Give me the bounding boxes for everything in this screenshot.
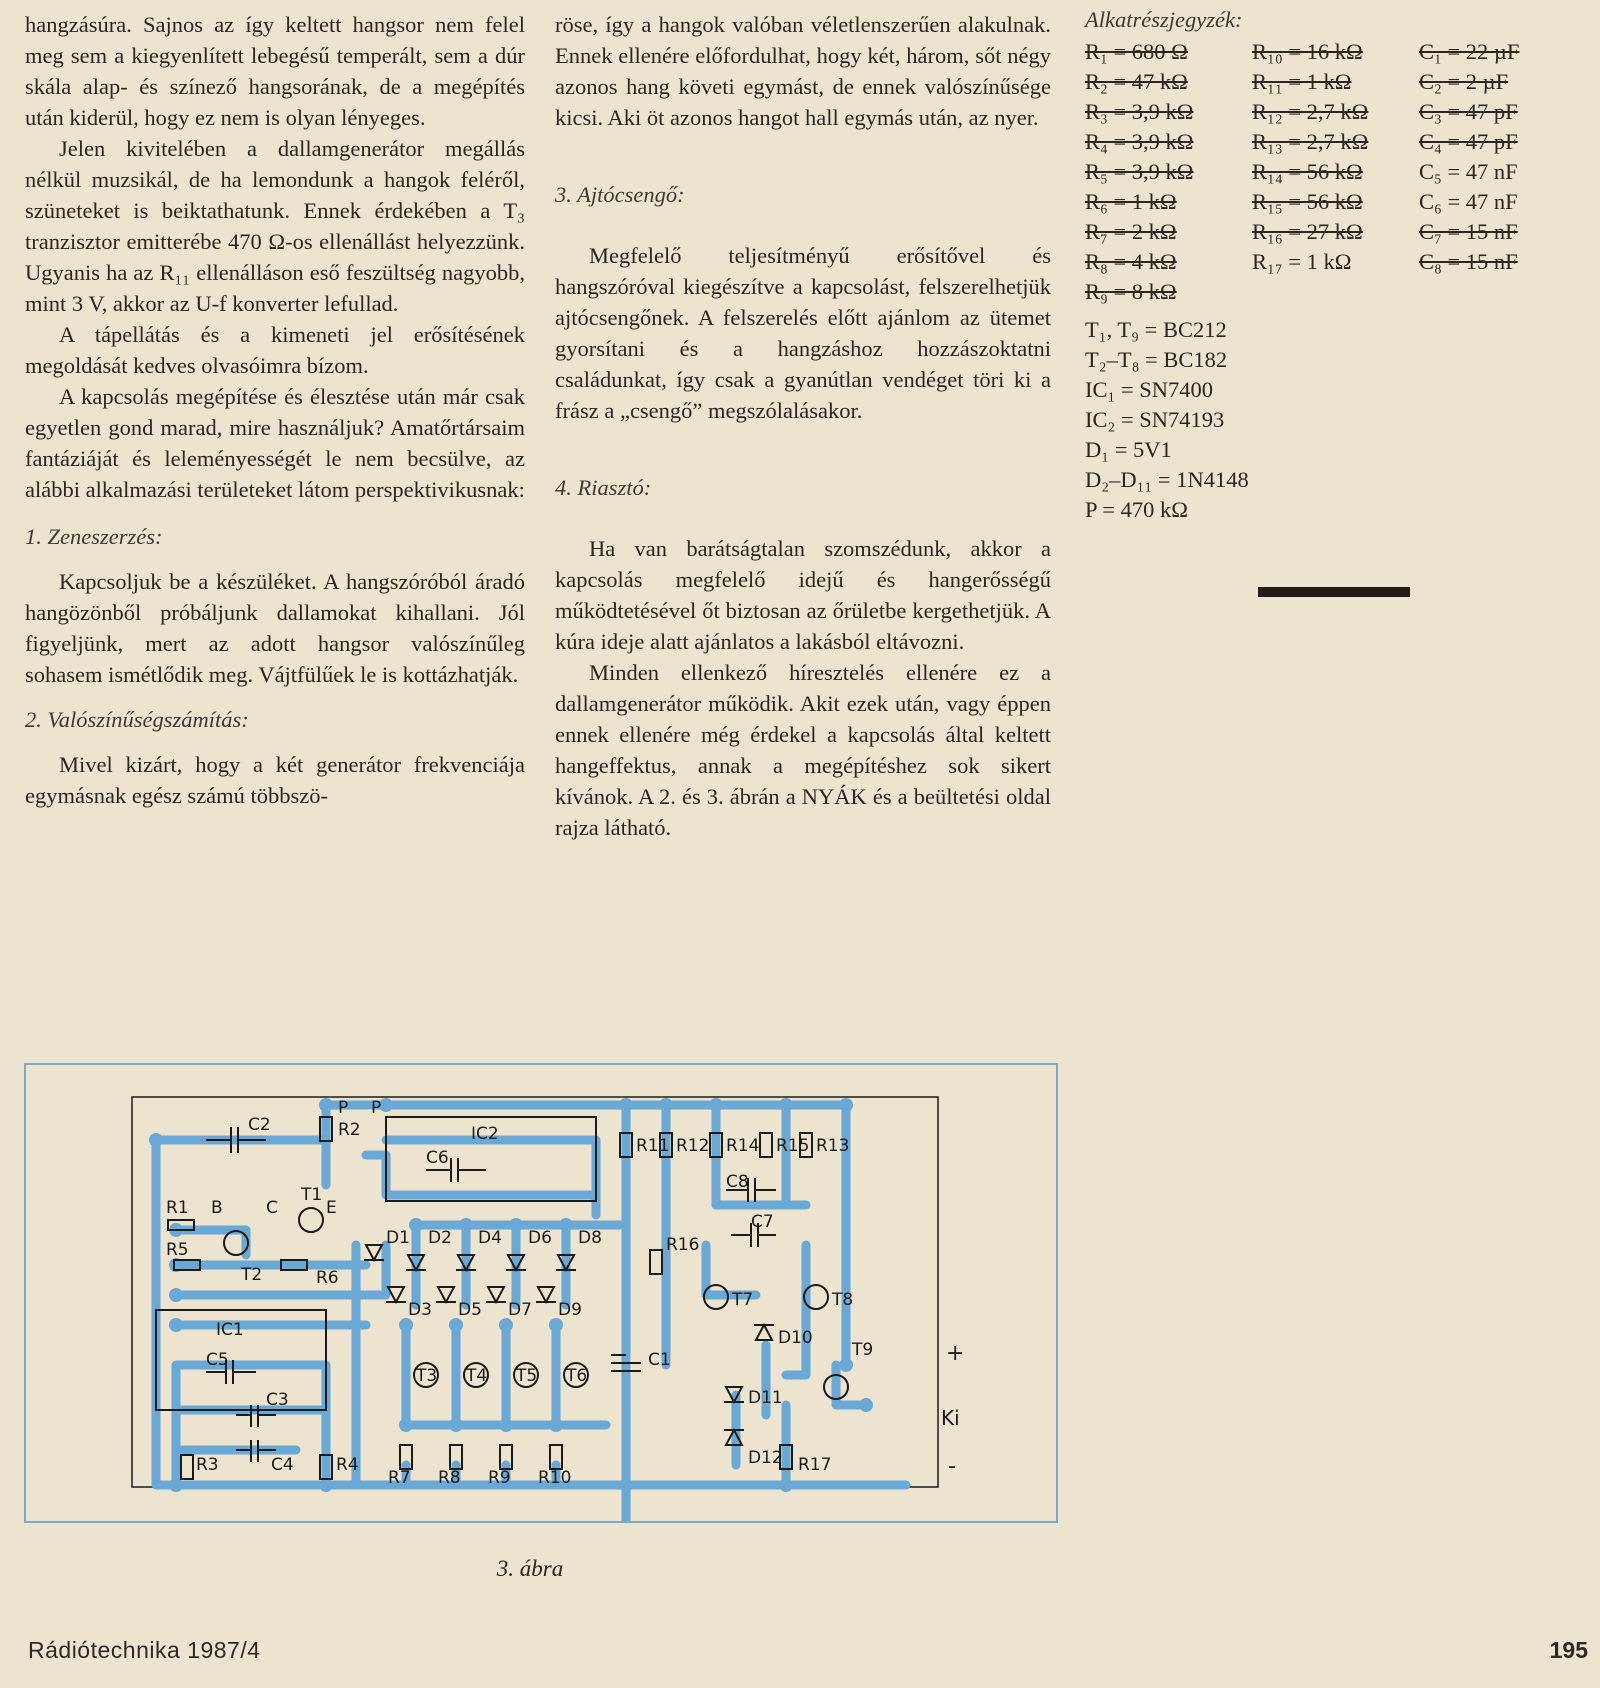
- label-c: C: [266, 1198, 278, 1218]
- paragraph: A kapcsolás megépítése és élesztése után már csak egyetlen gond marad, mire használjuk? Amatőrtársaim fantáziáját és leleményességét le nem becsülve, az alábbi alkalmazási területeket látom perspektivikusnak:: [25, 384, 525, 502]
- label-c3: C3: [266, 1390, 289, 1410]
- part-item: R₄ = 3,9 kΩ: [1085, 129, 1194, 154]
- semiconductor-item: IC₁ = SN7400: [1085, 377, 1214, 402]
- label-d12: D12: [748, 1448, 783, 1468]
- pcb-component-layout-figure: [24, 1063, 1058, 1523]
- semiconductor-list: [1085, 315, 1590, 525]
- label-p2: P: [371, 1098, 382, 1118]
- label-t5: T5: [516, 1366, 538, 1386]
- label-ki: Ki: [941, 1406, 960, 1430]
- label-r2: R2: [338, 1120, 361, 1140]
- journal-footer: Rádiótechnika 1987/4: [28, 1637, 261, 1663]
- part-item: R₁₅ = 56 kΩ: [1252, 189, 1363, 214]
- part-item: C₂ = 2 µF: [1419, 69, 1509, 94]
- label-d9: D9: [558, 1300, 582, 1320]
- label-d5: D5: [458, 1300, 482, 1320]
- paragraph: Minden ellenkező híresztelés ellenére ez a dallamgenerátor működik. Akit ezek után, vagy éppen ennek ellenére még érdekel a kapcsolás által keltett hangeffektus, annak a megépítéshez sok sikert kívánok. A 2. és 3. ábrán a NYÁK és a beültetési oldal rajza látható.: [555, 660, 1051, 840]
- part-item: R₁₆ = 27 kΩ: [1252, 219, 1363, 244]
- part-item: R₁ = 680 Ω: [1085, 39, 1188, 64]
- section-heading: 3. Ajtócsengő:: [555, 182, 685, 207]
- label-t6: T6: [566, 1366, 588, 1386]
- parts-list-title: Alkatrészjegyzék:: [1085, 7, 1243, 32]
- label-e: E: [326, 1198, 337, 1218]
- label-r5: R5: [166, 1240, 189, 1260]
- label-minus: -: [948, 1454, 956, 1479]
- semiconductor-item: T₁, T₉ = BC212: [1085, 317, 1227, 342]
- label-r12: R12: [676, 1136, 710, 1156]
- label-d11: D11: [748, 1388, 783, 1408]
- part-item: R₁₀ = 16 kΩ: [1252, 39, 1363, 64]
- part-item: R₁₃ = 2,7 kΩ: [1252, 129, 1369, 154]
- paragraph: Jelen kivitelében a dallamgenerátor megállás nélkül muzsikál, de ha lemondunk a hangok feléről, szüneteket is beiktathatunk. Ennek érdekében a T₃ tranzisztor emitterébe 470 Ω-os ellenállást helyezzünk. Ugyanis ha az R₁₁ ellenálláson eső feszültség nagyobb, mint 3 V, akkor az U-f konverter lefullad.: [25, 136, 525, 316]
- parts-row: [1085, 247, 1590, 277]
- label-d3: D3: [408, 1300, 432, 1320]
- part-item: C₅ = 47 nF: [1419, 159, 1518, 184]
- paragraph: röse, így a hangok valóban véletlenszerűen alakulnak. Ennek ellenére előfordulhat, hogy két, három, sőt négy azonos hang követi egymást, de ennek valószínűsége kicsi. Aki öt azonos hangot hall egymás után, az nyer.: [555, 12, 1051, 130]
- parts-row: [1085, 67, 1590, 97]
- parts-row: [1085, 157, 1590, 187]
- label-r16: R16: [666, 1235, 700, 1255]
- section-heading: 2. Valószínűségszámítás:: [25, 707, 249, 732]
- paragraph: Mivel kizárt, hogy a két generátor frekvenciája egymásnak egész számú többszö-: [25, 752, 525, 808]
- label-t3: T3: [416, 1366, 438, 1386]
- label-r8: R8: [438, 1468, 461, 1488]
- label-r1: R1: [166, 1198, 189, 1218]
- parts-row: [1085, 277, 1590, 307]
- text-column-middle: [555, 9, 1051, 843]
- part-item: R₆ = 1 kΩ: [1085, 189, 1177, 214]
- figure-caption: 3. ábra: [496, 1556, 564, 1581]
- parts-row: [1085, 127, 1590, 157]
- end-of-article-rule: [1258, 587, 1410, 597]
- label-r11: R11: [636, 1136, 670, 1156]
- part-item: R₇ = 2 kΩ: [1085, 219, 1177, 244]
- label-c4: C4: [271, 1455, 294, 1475]
- label-d8: D8: [578, 1228, 602, 1248]
- label-d10: D10: [778, 1328, 813, 1348]
- parts-list: [1085, 5, 1590, 525]
- label-c7: C7: [751, 1212, 774, 1232]
- part-item: R₈ = 4 kΩ: [1085, 249, 1177, 274]
- label-t2: T2: [241, 1265, 263, 1285]
- label-t8: T8: [832, 1290, 854, 1310]
- label-r7: R7: [388, 1468, 411, 1488]
- part-item: C₄ = 47 pF: [1419, 129, 1518, 154]
- parts-row: [1085, 217, 1590, 247]
- label-c6: C6: [426, 1148, 449, 1168]
- label-plus: +: [946, 1341, 965, 1366]
- label-c5: C5: [206, 1350, 229, 1370]
- paragraph: A tápellátás és a kimeneti jel erősítésének megoldását kedves olvasóimra bízom.: [25, 322, 525, 378]
- part-item: C₆ = 47 nF: [1419, 189, 1518, 214]
- label-d2: D2: [428, 1228, 452, 1248]
- label-r10: R10: [538, 1468, 572, 1488]
- parts-row: [1085, 37, 1590, 67]
- label-t9: T9: [852, 1340, 874, 1360]
- label-d4: D4: [478, 1228, 502, 1248]
- semiconductor-item: D₂–D₁₁ = 1N4148: [1085, 467, 1249, 492]
- semiconductor-item: IC₂ = SN74193: [1085, 407, 1225, 432]
- label-r13: R13: [816, 1136, 850, 1156]
- label-d7: D7: [508, 1300, 532, 1320]
- part-item: C₇ = 15 nF: [1419, 219, 1518, 244]
- section-heading: 4. Riasztó:: [555, 475, 652, 500]
- label-b: B: [211, 1198, 223, 1218]
- part-item: C₁ = 22 µF: [1419, 39, 1520, 64]
- label-t1: T1: [301, 1185, 323, 1205]
- paragraph: Megfelelő teljesítményű erősítővel és hangszóróval kiegészítve a kapcsolást, felszerelhetjük ajtócsengőnek. A felszerelés előtt ajánlom az ütemet gyorsítani és a hangzáshoz hozzászoktatni családunkat, így csak a gyanútlan vendéget töri ki a frász a „csengő” megszólalásakor.: [555, 243, 1051, 423]
- part-item: C₈ = 15 nF: [1419, 249, 1518, 274]
- label-r3: R3: [196, 1455, 219, 1475]
- label-ic2: IC2: [471, 1124, 499, 1144]
- label-t7: T7: [732, 1290, 754, 1310]
- label-r15: R15: [776, 1136, 810, 1156]
- label-r14: R14: [726, 1136, 760, 1156]
- label-t4: T4: [466, 1366, 488, 1386]
- paragraph: Kapcsoljuk be a készüléket. A hangszóróból áradó hangözönből próbáljunk dallamokat kihallani. Jól figyeljünk, mert az adott hangsor valószínűleg sohasem ismétlődik meg. Vájtfülűek le is kottázhatják.: [25, 569, 525, 687]
- semiconductor-item: P = 470 kΩ: [1085, 497, 1188, 522]
- page-number: 195: [1549, 1637, 1588, 1663]
- parts-row: [1085, 97, 1590, 127]
- text-column-left: [25, 9, 525, 811]
- label-c1: C1: [648, 1350, 671, 1370]
- part-item: C₃ = 47 pF: [1419, 99, 1518, 124]
- part-item: R₁₄ = 56 kΩ: [1252, 159, 1363, 184]
- part-item: R₁₂ = 2,7 kΩ: [1252, 99, 1369, 124]
- part-item: R₁₇ = 1 kΩ: [1252, 249, 1352, 274]
- label-c2: C2: [248, 1115, 271, 1135]
- label-d1: D1: [386, 1228, 410, 1248]
- label-ic1: IC1: [216, 1320, 244, 1340]
- paragraph: hangzásúra. Sajnos az így keltett hangsor nem felel meg sem a kiegyenlített lebegésű temperált, sem a dúr skála alap- és színező hangsorának, de a megépítés után kiderül, hogy ez nem is olyan lényeges.: [25, 12, 525, 130]
- part-item: R₉ = 8 kΩ: [1085, 279, 1177, 304]
- part-item: R₁₁ = 1 kΩ: [1252, 69, 1352, 94]
- part-item: R₂ = 47 kΩ: [1085, 69, 1188, 94]
- label-r4: R4: [336, 1455, 359, 1475]
- label-d6: D6: [528, 1228, 552, 1248]
- label-r6: R6: [316, 1268, 339, 1288]
- pcb-drawing: [26, 1065, 1056, 1521]
- label-c8: C8: [726, 1172, 749, 1192]
- paragraph: Ha van barátságtalan szomszédunk, akkor a kapcsolás megfelelő idejű és hangerősségű működtetésével őt biztosan az őrületbe kergethetjük. A kúra ideje alatt ajánlatos a lakásból eltávozni.: [555, 536, 1051, 654]
- label-p: P: [338, 1098, 349, 1118]
- semiconductor-item: T₂–T₈ = BC182: [1085, 347, 1228, 372]
- semiconductor-item: D₁ = 5V1: [1085, 437, 1172, 462]
- parts-table: [1085, 37, 1590, 307]
- part-item: R₃ = 3,9 kΩ: [1085, 99, 1194, 124]
- label-r9: R9: [488, 1468, 511, 1488]
- part-item: R₅ = 3,9 kΩ: [1085, 159, 1194, 184]
- parts-row: [1085, 187, 1590, 217]
- section-heading: 1. Zeneszerzés:: [25, 524, 163, 549]
- label-r17: R17: [798, 1455, 832, 1475]
